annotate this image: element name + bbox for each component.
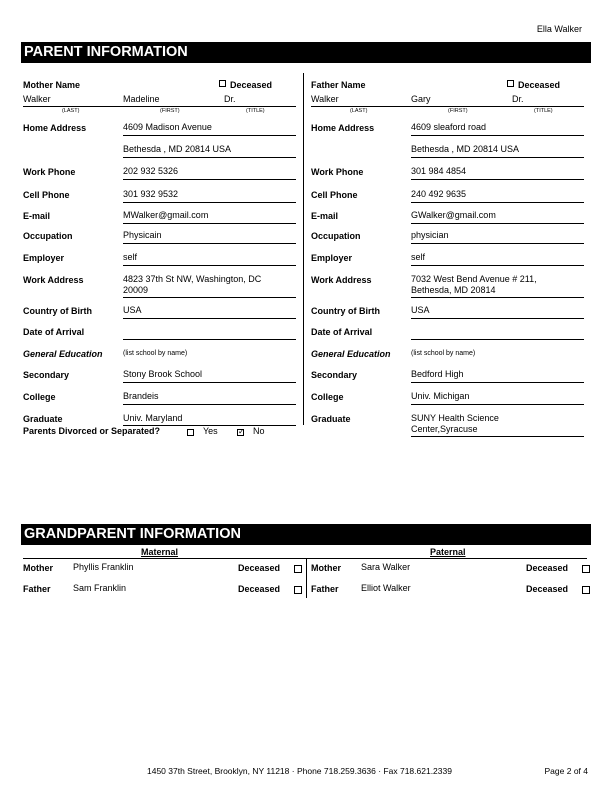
field-line <box>411 135 584 136</box>
field-line <box>411 265 584 266</box>
father-occupation-label: Occupation <box>311 231 361 241</box>
maternal-grandmother-name[interactable]: Phyllis Franklin <box>73 562 134 572</box>
field-line <box>123 243 296 244</box>
mother-cell-phone-label: Cell Phone <box>23 190 70 200</box>
maternal-father-label: Father <box>23 584 51 594</box>
mother-email[interactable]: MWalker@gmail.com <box>123 210 209 220</box>
father-email-label: E-mail <box>311 211 339 221</box>
mother-graduate[interactable]: Univ. Maryland <box>123 413 183 423</box>
mother-work-phone-label: Work Phone <box>23 167 76 177</box>
mother-graduate-label: Graduate <box>23 414 63 424</box>
father-work-address-2[interactable]: Bethesda, MD 20814 <box>411 285 496 295</box>
field-line <box>123 157 296 158</box>
mother-home-address-2[interactable]: Bethesda , MD 20814 USA <box>123 144 232 154</box>
father-email[interactable]: GWalker@gmail.com <box>411 210 496 220</box>
mother-work-address-2[interactable]: 20009 <box>123 285 149 295</box>
field-line <box>411 404 584 405</box>
paternal-father-deceased-label: Deceased <box>526 584 569 594</box>
father-cell-phone-label: Cell Phone <box>311 190 358 200</box>
mother-secondary[interactable]: Stony Brook School <box>123 369 203 379</box>
divorced-no-label: No <box>253 426 265 436</box>
divorced-yes-label: Yes <box>203 426 218 436</box>
field-line <box>123 297 296 298</box>
mother-title-caption: (TITLE) <box>246 108 265 114</box>
field-line <box>411 382 584 383</box>
father-first-name[interactable]: Gary <box>411 94 431 104</box>
paternal-father-deceased-checkbox[interactable] <box>582 586 590 594</box>
footer-address: 1450 37th Street, Brooklyn, NY 11218 · Phone 718.259.3636 · Fax 718.621.2339 <box>147 766 452 776</box>
grandparent-section-title: GRANDPARENT INFORMATION <box>21 524 591 545</box>
father-graduate-label: Graduate <box>311 414 351 424</box>
mother-title[interactable]: Dr. <box>224 94 236 104</box>
divorced-no-checkbox[interactable] <box>237 429 244 436</box>
maternal-mother-deceased-checkbox[interactable] <box>294 565 302 573</box>
maternal-grandfather-name[interactable]: Sam Franklin <box>73 583 127 593</box>
grandparent-divider <box>306 558 307 598</box>
field-line <box>123 135 296 136</box>
field-line <box>411 339 584 340</box>
field-line <box>123 382 296 383</box>
mother-first-name[interactable]: Madeline <box>123 94 160 104</box>
father-last-caption: (LAST) <box>350 108 368 114</box>
field-line <box>411 318 584 319</box>
mother-general-education-note: (list school by name) <box>123 350 188 357</box>
mother-occupation[interactable]: Physicain <box>123 230 162 240</box>
mother-general-education-label: General Education <box>23 349 103 359</box>
father-deceased-label: Deceased <box>518 80 561 90</box>
father-home-address-2[interactable]: Bethesda , MD 20814 USA <box>411 144 520 154</box>
mother-first-caption: (FIRST) <box>160 108 180 114</box>
mother-cell-phone[interactable]: 301 932 9532 <box>123 189 179 199</box>
mother-home-address-label: Home Address <box>23 123 87 133</box>
father-work-address-1[interactable]: 7032 West Bend Avenue # 211, <box>411 274 537 284</box>
father-country-of-birth[interactable]: USA <box>411 305 430 315</box>
mother-last-caption: (LAST) <box>62 108 80 114</box>
mother-deceased-label: Deceased <box>230 80 273 90</box>
field-line <box>123 179 296 180</box>
mother-college[interactable]: Brandeis <box>123 391 159 401</box>
field-line <box>411 297 584 298</box>
field-line <box>411 202 584 203</box>
mother-college-label: College <box>23 392 56 402</box>
mother-country-of-birth-label: Country of Birth <box>23 306 92 316</box>
paternal-mother-label: Mother <box>311 563 341 573</box>
field-line <box>123 223 296 224</box>
father-cell-phone[interactable]: 240 492 9635 <box>411 189 467 199</box>
mother-employer-label: Employer <box>23 253 65 263</box>
mother-deceased-checkbox[interactable] <box>219 80 226 87</box>
mother-occupation-label: Occupation <box>23 231 73 241</box>
paternal-heading: Paternal <box>430 547 466 557</box>
mother-secondary-label: Secondary <box>23 370 70 380</box>
father-deceased-checkbox[interactable] <box>507 80 514 87</box>
page-number: Page 2 of 4 <box>544 766 588 776</box>
maternal-father-deceased-checkbox[interactable] <box>294 586 302 594</box>
paternal-father-label: Father <box>311 584 339 594</box>
mother-employer[interactable]: self <box>123 252 138 262</box>
field-line <box>411 243 584 244</box>
father-occupation[interactable]: physician <box>411 230 449 240</box>
father-general-education-note: (list school by name) <box>411 350 476 357</box>
father-college-label: College <box>311 392 344 402</box>
field-line <box>123 404 296 405</box>
mother-date-of-arrival-label: Date of Arrival <box>23 327 85 337</box>
mother-home-address-1[interactable]: 4609 Madison Avenue <box>123 122 212 132</box>
father-first-caption: (FIRST) <box>448 108 468 114</box>
field-line <box>123 265 296 266</box>
field-line <box>123 318 296 319</box>
father-work-phone-label: Work Phone <box>311 167 364 177</box>
father-title[interactable]: Dr. <box>512 94 524 104</box>
field-line <box>411 179 584 180</box>
father-employer[interactable]: self <box>411 252 426 262</box>
paternal-mother-deceased-label: Deceased <box>526 563 569 573</box>
field-line <box>123 202 296 203</box>
maternal-mother-deceased-label: Deceased <box>238 563 281 573</box>
father-country-of-birth-label: Country of Birth <box>311 306 380 316</box>
field-line <box>411 223 584 224</box>
mother-work-address-1[interactable]: 4823 37th St NW, Washington, DC <box>123 274 262 284</box>
mother-email-label: E-mail <box>23 211 51 221</box>
father-secondary[interactable]: Bedford High <box>411 369 464 379</box>
paternal-grandfather-name[interactable]: Elliot Walker <box>361 583 411 593</box>
mother-country-of-birth[interactable]: USA <box>123 305 142 315</box>
field-line <box>411 157 584 158</box>
father-title-caption: (TITLE) <box>534 108 553 114</box>
father-employer-label: Employer <box>311 253 353 263</box>
father-graduate-2[interactable]: Center,Syracuse <box>411 424 478 434</box>
father-home-address-1[interactable]: 4609 sleaford road <box>411 122 487 132</box>
maternal-father-deceased-label: Deceased <box>238 584 281 594</box>
paternal-grandmother-name[interactable]: Sara Walker <box>361 562 411 572</box>
mother-last-name[interactable]: Walker <box>23 94 51 104</box>
father-date-of-arrival-label: Date of Arrival <box>311 327 373 337</box>
father-name-label: Father Name <box>311 80 366 90</box>
mother-work-address-label: Work Address <box>23 275 84 285</box>
father-home-address-label: Home Address <box>311 123 375 133</box>
field-line <box>411 436 584 437</box>
field-line <box>123 339 296 340</box>
father-last-name[interactable]: Walker <box>311 94 339 104</box>
father-name-line <box>311 106 584 107</box>
mother-name-line <box>23 106 296 107</box>
divorced-yes-checkbox[interactable] <box>187 429 194 436</box>
maternal-mother-label: Mother <box>23 563 53 573</box>
father-general-education-label: General Education <box>311 349 391 359</box>
father-work-phone[interactable]: 301 984 4854 <box>411 166 467 176</box>
mother-name-label: Mother Name <box>23 80 81 90</box>
parent-section-title: PARENT INFORMATION <box>21 42 591 63</box>
father-secondary-label: Secondary <box>311 370 358 380</box>
grandparent-heading-line <box>23 558 587 559</box>
paternal-mother-deceased-checkbox[interactable] <box>582 565 590 573</box>
mother-work-phone[interactable]: 202 932 5326 <box>123 166 179 176</box>
column-divider <box>303 73 304 425</box>
father-graduate-1[interactable]: SUNY Health Science <box>411 413 499 423</box>
divorced-question: Parents Divorced or Separated? <box>23 426 161 436</box>
student-name: Ella Walker <box>536 24 582 34</box>
maternal-heading: Maternal <box>141 547 179 557</box>
father-work-address-label: Work Address <box>311 275 372 285</box>
father-college[interactable]: Univ. Michigan <box>411 391 470 401</box>
